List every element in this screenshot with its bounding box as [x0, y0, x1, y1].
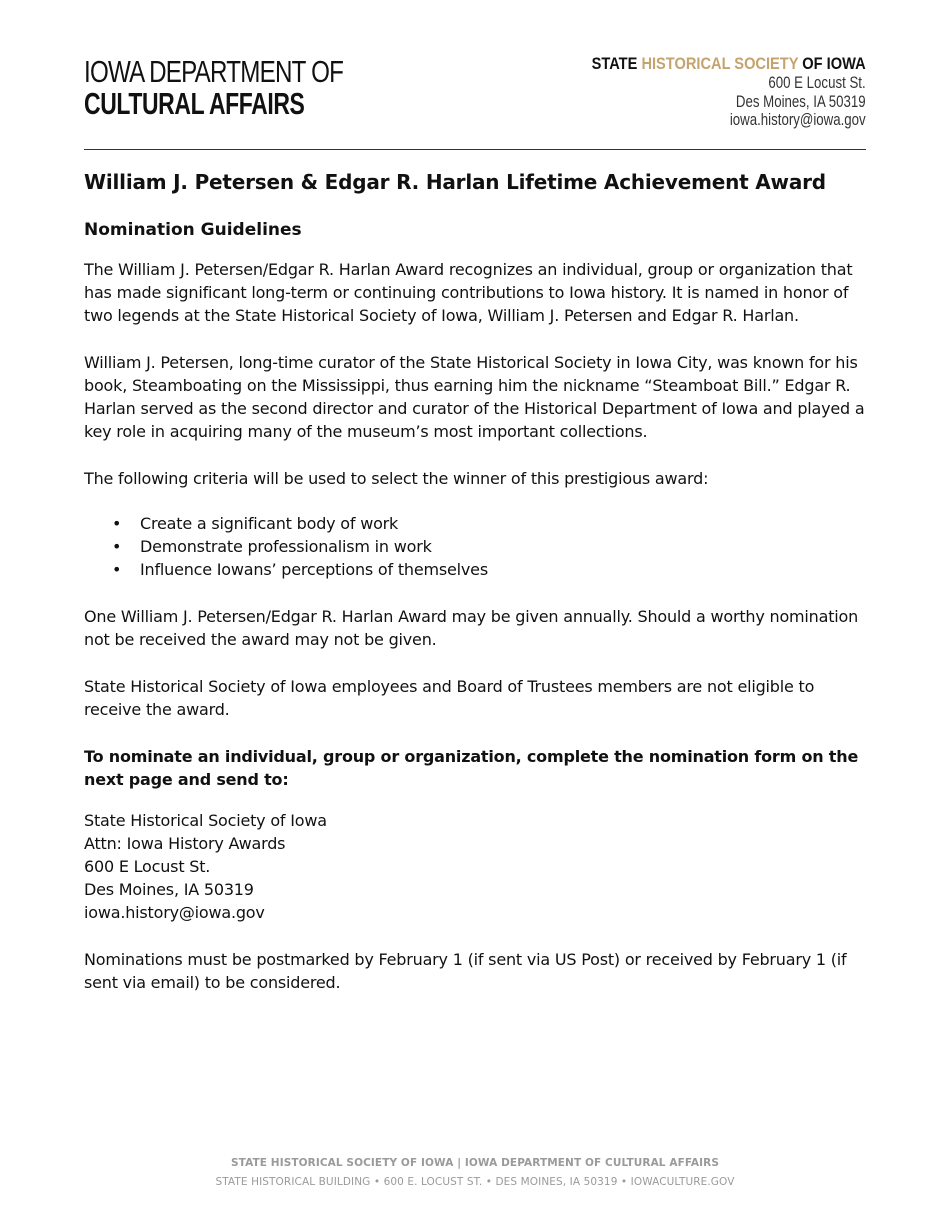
- paragraph-deadline: Nominations must be postmarked by February 1 (if sent via US Post) or received by February 1 (if sent via email) to be considered.: [84, 950, 847, 992]
- footer-address-line: STATE HISTORICAL BUILDING • 600 E. LOCUST ST. • DES MOINES, IA 50319 • IOWACULTURE.GOV: [215, 1176, 735, 1188]
- list-item: [112, 512, 874, 535]
- org-name: [592, 54, 866, 74]
- address-line: Attn: Iowa History Awards: [84, 834, 286, 853]
- address-line: Des Moines, IA 50319: [84, 880, 254, 899]
- bullet-icon: •: [112, 560, 122, 579]
- criteria-text: Influence Iowans’ perceptions of themselves: [140, 560, 488, 579]
- list-item: [112, 535, 874, 558]
- org-address-city: Des Moines, IA 50319: [736, 91, 866, 111]
- list-item: [112, 558, 874, 581]
- mailing-address: [84, 809, 874, 924]
- address-line: 600 E Locust St.: [84, 857, 211, 876]
- paragraph-history: William J. Petersen, long-time curator of the State Historical Society in Iowa City, was known for his book, Steamboating on the Mississippi, thus earning him the nickname “Steamboat Bill.” Edgar R. Harlan served as the second director and curator of the Historical Department of Iowa and played a key role in acquiring many of the museum’s most important collections.: [84, 353, 865, 441]
- page-footer: [0, 1156, 950, 1189]
- paragraph-eligibility: State Historical Society of Iowa employees and Board of Trustees members are not eligible to receive the award.: [84, 677, 815, 719]
- department-logo: [84, 56, 416, 119]
- org-email: iowa.history@iowa.gov: [730, 110, 866, 129]
- criteria-list: [84, 512, 874, 581]
- criteria-text: Demonstrate professionalism in work: [140, 537, 432, 556]
- criteria-text: Create a significant body of work: [140, 514, 399, 533]
- bullet-icon: •: [112, 537, 122, 556]
- logo-line1: IOWA DEPARTMENT OF: [84, 54, 344, 89]
- footer-org-line: STATE HISTORICAL SOCIETY OF IOWA | IOWA DEPARTMENT OF CULTURAL AFFAIRS: [231, 1157, 719, 1169]
- paragraph-intro: The William J. Petersen/Edgar R. Harlan Award recognizes an individual, group or organization that has made significant long-term or continuing contributions to Iowa history. It is named in honor of two legends at the State Historical Society of Iowa, William J. Petersen and Edgar R. Harlan.: [84, 260, 853, 325]
- org-name-part3: OF IOWA: [802, 54, 866, 73]
- page-title: William J. Petersen & Edgar R. Harlan Lifetime Achievement Award: [84, 170, 826, 194]
- bullet-icon: •: [112, 514, 122, 533]
- org-name-part1: STATE: [591, 54, 638, 73]
- paragraph-frequency: One William J. Petersen/Edgar R. Harlan Award may be given annually. Should a worthy nomination not be received the award may not be given.: [84, 607, 859, 649]
- address-email: iowa.history@iowa.gov: [84, 903, 265, 922]
- org-contact-block: [547, 54, 866, 130]
- header-divider: [84, 149, 866, 150]
- document-body: [84, 170, 874, 1018]
- paragraph-instruction: To nominate an individual, group or organization, complete the nomination form on the next page and send to:: [84, 747, 859, 789]
- org-name-part2: HISTORICAL SOCIETY: [641, 54, 799, 73]
- section-heading: Nomination Guidelines: [84, 220, 302, 240]
- logo-line2: CULTURAL AFFAIRS: [84, 86, 305, 121]
- paragraph-criteria-intro: The following criteria will be used to select the winner of this prestigious award:: [84, 469, 709, 488]
- org-address-street: 600 E Locust St.: [768, 73, 866, 92]
- address-line: State Historical Society of Iowa: [84, 811, 327, 830]
